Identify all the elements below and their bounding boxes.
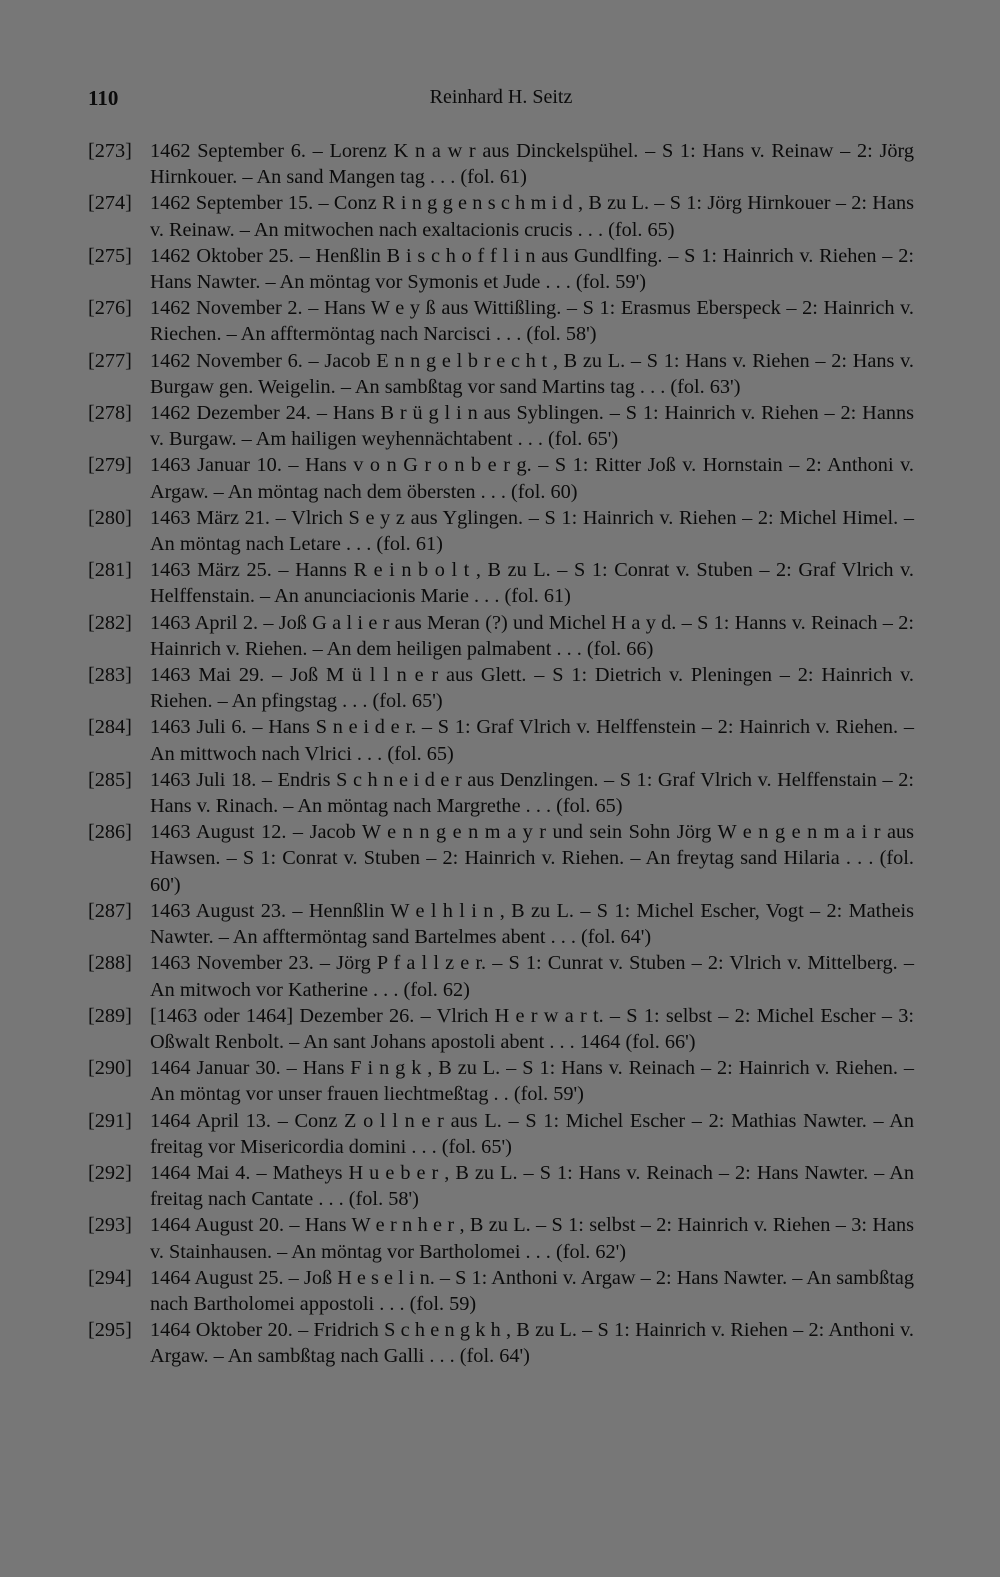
entry-text: 1464 Oktober 20. – Fridrich S c h e n g k h , B zu L. – S 1: Hainrich v. Riehen – 2: Anthoni v. Argaw. – An sambßtag nach Galli . . . (fol. 64'): [150, 1319, 914, 1368]
entry-text: 1463 März 21. – Vlrich S e y z aus Yglingen. – S 1: Hainrich v. Riehen – 2: Michel Himel. – An möntag nach Letare . . . (fol. 61): [150, 506, 914, 556]
entry-text: 1464 August 20. – Hans W e r n h e r , B zu L. – S 1: selbst – 2: Hainrich v. Riehen – 3: Hans v. Stainhausen. – An möntag vor Bartholomei . . . (fol. 62'): [150, 1214, 914, 1263]
entry-number: [292]: [88, 1161, 132, 1184]
entry: [88, 138, 914, 190]
entry: [88, 610, 914, 662]
entry-text: 1463 August 12. – Jacob W e n n g e n m a y r und sein Sohn Jörg W e n g e n m a i r aus Hawsen. – S 1: Conrat v. Stuben – 2: Hainrich v. Riehen. – An freytag sand Hilaria . . . (fol. 60'): [150, 821, 914, 896]
entry: [88, 1265, 914, 1317]
entry-number: [278]: [88, 402, 132, 425]
entry: [88, 1108, 914, 1160]
entry: [88, 950, 914, 1002]
entry-number: [275]: [88, 244, 132, 267]
entry-text: 1463 April 2. – Joß G a l i e r aus Meran (?) und Michel H a y d. – S 1: Hanns v. Reinach – 2: Hainrich v. Riehen. – An dem heiligen palmabent . . . (fol. 66): [150, 611, 914, 660]
entry: [88, 767, 914, 819]
entry: [88, 1003, 914, 1055]
entry-text: 1463 November 23. – Jörg P f a l l z e r. – S 1: Cunrat v. Stuben – 2: Vlrich v. Mittelberg. – An mitwoch vor Katherine . . . (fol. 62): [150, 952, 914, 1001]
entry-number: [290]: [88, 1057, 132, 1080]
entry-text: 1463 Juli 6. – Hans S n e i d e r. – S 1: Graf Vlrich v. Helffenstein – 2: Hainrich v. Riehen. – An mittwoch nach Vlrici . . . (fol. 65): [150, 716, 914, 765]
entry-text: 1462 September 6. – Lorenz K n a w r aus Dinckelspühel. – S 1: Hans v. Reinaw – 2: Jörg Hirnkouer. – An sand Mangen tag . . . (fol. 61): [150, 140, 914, 189]
entry-number: [287]: [88, 899, 132, 922]
page-header: [88, 86, 914, 116]
entry: [88, 348, 914, 400]
entry: [88, 557, 914, 609]
entry: [88, 819, 914, 898]
entry-text: 1462 November 2. – Hans W e y ß aus Wittißling. – S 1: Erasmus Eberspeck – 2: Hainrich v. Riechen. – An afftermöntag nach Narcisci . . . (fol. 58'): [150, 297, 914, 346]
entry-text: 1462 September 15. – Conz R i n g g e n s c h m i d , B zu L. – S 1: Jörg Hirnkouer – 2: Hans v. Reinaw. – An mitwochen nach exaltacionis crucis . . . (fol. 65): [150, 192, 914, 241]
entry-number: [289]: [88, 1004, 132, 1027]
entry-text: 1463 Juli 18. – Endris S c h n e i d e r aus Denzlingen. – S 1: Graf Vlrich v. Helffenstain – 2: Hans v. Rinach. – An möntag nach Margrethe . . . (fol. 65): [150, 768, 914, 818]
entry: [88, 243, 914, 295]
entry-number: [293]: [88, 1214, 132, 1237]
entry: [88, 190, 914, 242]
entry-number: [295]: [88, 1319, 132, 1342]
entry-text: 1462 Dezember 24. – Hans B r ü g l i n aus Syblingen. – S 1: Hainrich v. Riehen – 2: Hanns v. Burgaw. – Am hailigen weyhennächtabent . . . (fol. 65'): [150, 402, 914, 451]
entry: [88, 1160, 914, 1212]
entry-number: [294]: [88, 1266, 132, 1289]
entry-text: 1464 Mai 4. – Matheys H u e b e r , B zu L. – S 1: Hans v. Reinach – 2: Hans Nawter. – An freitag nach Cantate . . . (fol. 58'): [150, 1161, 914, 1211]
entry-number: [282]: [88, 611, 132, 634]
entry: [88, 898, 914, 950]
entry-text: 1464 Januar 30. – Hans F i n g k , B zu L. – S 1: Hans v. Reinach – 2: Hainrich v. Riehen. – An möntag vor unser frauen liechtmeßtag . . (fol. 59'): [150, 1057, 914, 1106]
entry: [88, 1317, 914, 1369]
entry-text: 1463 August 23. – Hennßlin W e l h l i n , B zu L. – S 1: Michel Escher, Vogt – 2: Matheis Nawter. – An afftermöntag sand Bartelmes abent . . . (fol. 64'): [150, 899, 914, 949]
entry: [88, 295, 914, 347]
entry-number: [286]: [88, 821, 132, 844]
entry-number: [279]: [88, 454, 132, 477]
entry-text: 1463 März 25. – Hanns R e i n b o l t , B zu L. – S 1: Conrat v. Stuben – 2: Graf Vlrich v. Helffenstain. – An anunciacionis Marie . . . (fol. 61): [150, 559, 914, 608]
entry-number: [280]: [88, 506, 132, 529]
entry: [88, 452, 914, 504]
entry-text: 1464 April 13. – Conz Z o l l n e r aus L. – S 1: Michel Escher – 2: Mathias Nawter. – An freitag vor Misericordia domini . . . (fol. 65'): [150, 1109, 914, 1158]
entry-number: [288]: [88, 952, 132, 975]
entry-number: [284]: [88, 716, 132, 739]
entry-text: 1462 November 6. – Jacob E n n g e l b r e c h t , B zu L. – S 1: Hans v. Riehen – 2: Hans v. Burgaw gen. Weigelin. – An sambßtag vor sand Martins tag . . . (fol. 63'): [150, 349, 914, 398]
entry-number: [283]: [88, 664, 132, 687]
entry-text: 1463 Januar 10. – Hans v o n G r o n b e r g. – S 1: Ritter Joß v. Hornstain – 2: Anthoni v. Argaw. – An möntag nach dem öbersten . . . (fol. 60): [150, 454, 914, 503]
entry: [88, 714, 914, 766]
entry-number: [281]: [88, 559, 132, 582]
entry-list: [88, 138, 914, 1370]
entry: [88, 400, 914, 452]
entry-number: [291]: [88, 1109, 132, 1132]
entry-text: [1463 oder 1464] Dezember 26. – Vlrich H e r w a r t. – S 1: selbst – 2: Michel Escher – 3: Oßwalt Renbolt. – An sant Johans apostoli abent . . . 1464 (fol. 66'): [150, 1004, 914, 1053]
entry-number: [277]: [88, 349, 132, 372]
running-title: Reinhard H. Seitz: [429, 86, 573, 108]
entry: [88, 1055, 914, 1107]
entry-number: [285]: [88, 768, 132, 791]
entry-number: [274]: [88, 192, 132, 215]
entry: [88, 662, 914, 714]
entry-text: 1464 August 25. – Joß H e s e l i n. – S 1: Anthoni v. Argaw – 2: Hans Nawter. – An sambßtag nach Bartholomei appostoli . . . (fol. 59): [150, 1266, 914, 1315]
entry-text: 1463 Mai 29. – Joß M ü l l n e r aus Glett. – S 1: Dietrich v. Pleningen – 2: Hainrich v. Riehen. – An pfingstag . . . (fol. 65'): [150, 664, 914, 713]
entry: [88, 1212, 914, 1264]
entry: [88, 505, 914, 557]
entry-text: 1462 Oktober 25. – Henßlin B i s c h o f f l i n aus Gundlfing. – S 1: Hainrich v. Riehen – 2: Hans Nawter. – An möntag vor Symonis et Jude . . . (fol. 59'): [150, 244, 914, 294]
page-number: 110: [88, 86, 119, 110]
entry-number: [273]: [88, 140, 132, 162]
entry-number: [276]: [88, 297, 132, 320]
